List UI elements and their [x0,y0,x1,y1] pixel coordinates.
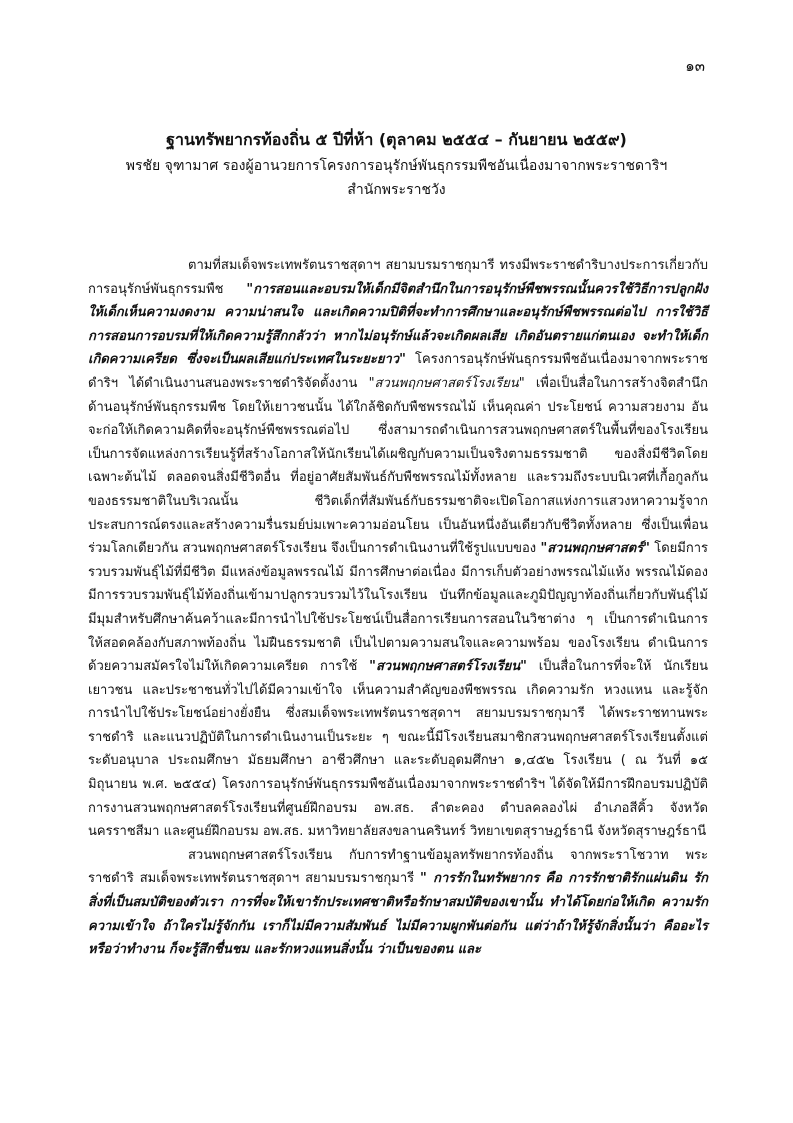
paragraph-2 [88,844,708,962]
paragraph-2-royal-quote: " การรักในทรัพยากร คือ การรักชาติรักแผ่นดิน รักสิ่งที่เป็นสมบัติของตัวเรา การที่จะให้เขารักประเทศชาติหรือรักษาสมบัติของเขานั้น ทำได้โดยก่อให้เกิด ความรักความเข้าใจ ถ้าใครไม่รู้จักกัน เราก็ไม่มีความสัมพันธ์ ไม่มีความผูกพันต่อกัน แต่ว่าถ้าให้รู้จักสิ่งนั้นว่า คืออะไร หรือว่าทำงาน ก็จะรู้สึกชื่นชม และรักหวงแหนสิ่งนั้น ว่าเป็นของตน และ [88,871,708,958]
paragraph-1-text-c: โดยมีการรวบรวมพันธุ์ไม้ที่มีชีวิต มีแหล่งข้อมูลพรรณไม้ มีการศึกษาต่อเนื่อง มีการเก็บตัวอย่างพรรณไม้แห้ง พรรณไม้ดอง มีการรวบรวมพันธุ์ไม้ท้องถิ่นเข้ามาปลูกรวบรวมไว้ในโรงเรียน บันทึกข้อมูลและภูมิปัญญาท้องถิ่นเกี่ยวกับพันธุ์ไม้ มีมุมสำหรับศึกษาค้นคว้าและมีการนำไปใช้ประโยชน์เป็นสื่อการเรียนการสอนในวิชาต่าง ๆ เป็นการดำเนินการให้สอดคล้องกับสภาพท้องถิ่น ไม่ฝืนธรรมชาติ เป็นไปตามความสนใจและความพร้อม ของโรงเรียน ดำเนินการด้วยความสมัครใจไม่ให้เกิดความเครียด การใช้ [88,541,708,675]
paragraph-2-intro: สวนพฤกษศาสตร์โรงเรียน กับการทำฐานข้อมูลทรัพยากรท้องถิ่น จากพระราโชวาท พระราชดำริ สมเด็จพระเทพรัตนราชสุดาฯ สยามบรมราชกุมารี [88,847,708,887]
paragraph-1-bold-term-2: "สวนพฤกษศาสตร์โรงเรียน" [369,659,527,675]
author-line: พรชัย จุฑามาศ รองผู้อานวยการโครงการอนุรักษ์พันธุกรรมพืชอันเนื่องมาจากพระราชดาริฯ [125,158,668,174]
paragraph-1 [88,254,708,844]
paragraph-1-text-d: เป็นสื่อในการที่จะให้ นักเรียน เยาวชน และประชาชนทั่วไปได้มีความเข้าใจ เห็นความสำคัญของพืชพรรณ เกิดความรัก หวงแหน และรู้จักการนำไปใช้ประโยชน์อย่างยั่งยืน ซึ่งสมเด็จพระเทพรัตนราชสุดาฯ สยามบรมราชกุมารี ได้พระราชทานพระราชดำริ และแนวปฏิบัติในการดำเนินงานเป็นระยะ ๆ ขณะนี้มีโรงเรียนสมาชิกสวนพฤกษศาสตร์โรงเรียนตั้งแต่ระดับอนุบาล ประถมศึกษา มัธยมศึกษา อาชีวศึกษา และระดับอุดมศึกษา ๑,๔๕๒ โรงเรียน ( ณ วันที่ ๑๕ มิถุนายน พ.ศ. ๒๕๕๔) โครงการอนุรักษ์พันธุกรรมพืชอันเนื่องมาจากพระราชดำริฯ ได้จัดให้มีการฝึกอบรมปฏิบัติการงานสวนพฤกษศาสตร์โรงเรียนที่ศูนย์ฝึกอบรม อพ.สธ. ลำตะคอง ตำบลคลองไผ่ อำเภอสีคิ้ว จังหวัดนครราชสีมา และศูนย์ฝึกอบรม อพ.สธ. มหาวิทยาลัยสงขลานครินทร์ วิทยาเขตสุราษฎร์ธานี จังหวัดสุราษฎร์ธานี [88,659,708,840]
body-text [88,254,708,962]
page-number: ๑๓ [685,57,705,75]
paragraph-1-text-a: โครงการอนุรักษ์พันธุกรรมพืชอันเนื่องมาจากพระราชดำริฯ ได้ดำเนินงานสนองพระราชดำริจัดตั้งงาน [88,352,709,391]
document-title: ฐานทรัพยากรท้องถิ่น ๕ ปีที่ห้า (ตุลาคม ๒๕๕๔ – กันยายน ๒๕๕๙) [166,130,627,149]
document-header [0,128,793,202]
paragraph-1-intro: ตามที่สมเด็จพระเทพรัตนราชสุดาฯ สยามบรมราชกุมารี ทรงมีพระราชดำริบางประการเกี่ยวกับการอนุรักษ์พันธุกรรมพืช [88,258,708,297]
paragraph-1-italic-term: "สวนพฤกษศาสตร์โรงเรียน" [368,375,525,391]
paragraph-1-royal-quote: "การสอนและอบรมให้เด็กมีจิตสำนึกในการอนุรักษ์พืชพรรณนั้นควรใช้วิธีการปลูกฝัง ให้เด็กเห็นความงดงาม ความน่าสนใจ และเกิดความปิติที่จะทำการศึกษาและอนุรักษ์พืชพรรณต่อไป การใช้วิธีการสอนการอบรมที่ให้เกิดความรู้สึกกลัวว่า หากไม่อนุรักษ์แล้วจะเกิดผลเสีย เกิดอันตรายแก่ตนเอง จะทำให้เด็กเกิดความเครียด ซึ่งจะเป็นผลเสียแก่ประเทศในระยะยาว" [88,281,708,368]
paragraph-1-text-b: เพื่อเป็นสื่อในการสร้างจิตสำนึกด้านอนุรักษ์พันธุกรรมพืช โดยให้เยาวชนนั้น ได้ใกล้ชิดกับพืชพรรณไม้ เห็นคุณค่า ประโยชน์ ความสวยงาม อันจะก่อให้เกิดความคิดที่จะอนุรักษ์พืชพรรณต่อไป ซึ่งสามารถดำเนินการสวนพฤกษศาสตร์ในพื้นที่ของโรงเรียน เป็นการจัดแหล่งการเรียนรู้ที่สร้างโอกาสให้นักเรียนได้เผชิญกับความเป็นจริงตามธรรมชาติ ของสิ่งมีชีวิตโดยเฉพาะต้นไม้ ตลอดจนสิ่งมีชีวิตอื่น ที่อยู่อาศัยสัมพันธ์กับพืชพรรณไม้ทั้งหลาย และรวมถึงระบบนิเวศที่เกื้อกูลกันของธรรมชาติในบริเวณนั้น ชีวิตเด็กที่สัมพันธ์กับธรรมชาติจะเปิดโอกาสแห่งการแสวงหาความรู้จากประสบการณ์ตรงและสร้างความรื่นรมย์บ่มเพาะความอ่อนโยน เป็นอันหนึ่งอันเดียวกับชีวิตทั้งหลาย ซึ่งเป็นเพื่อนร่วมโลกเดียวกัน สวนพฤกษศาสตร์โรงเรียน จึงเป็นการดำเนินงานที่ใช้รูปแบบของ [88,375,708,557]
office-line: สำนักพระราชวัง [347,182,446,198]
paragraph-1-bold-term-1: "สวนพฤกษศาสตร์" [540,541,650,557]
